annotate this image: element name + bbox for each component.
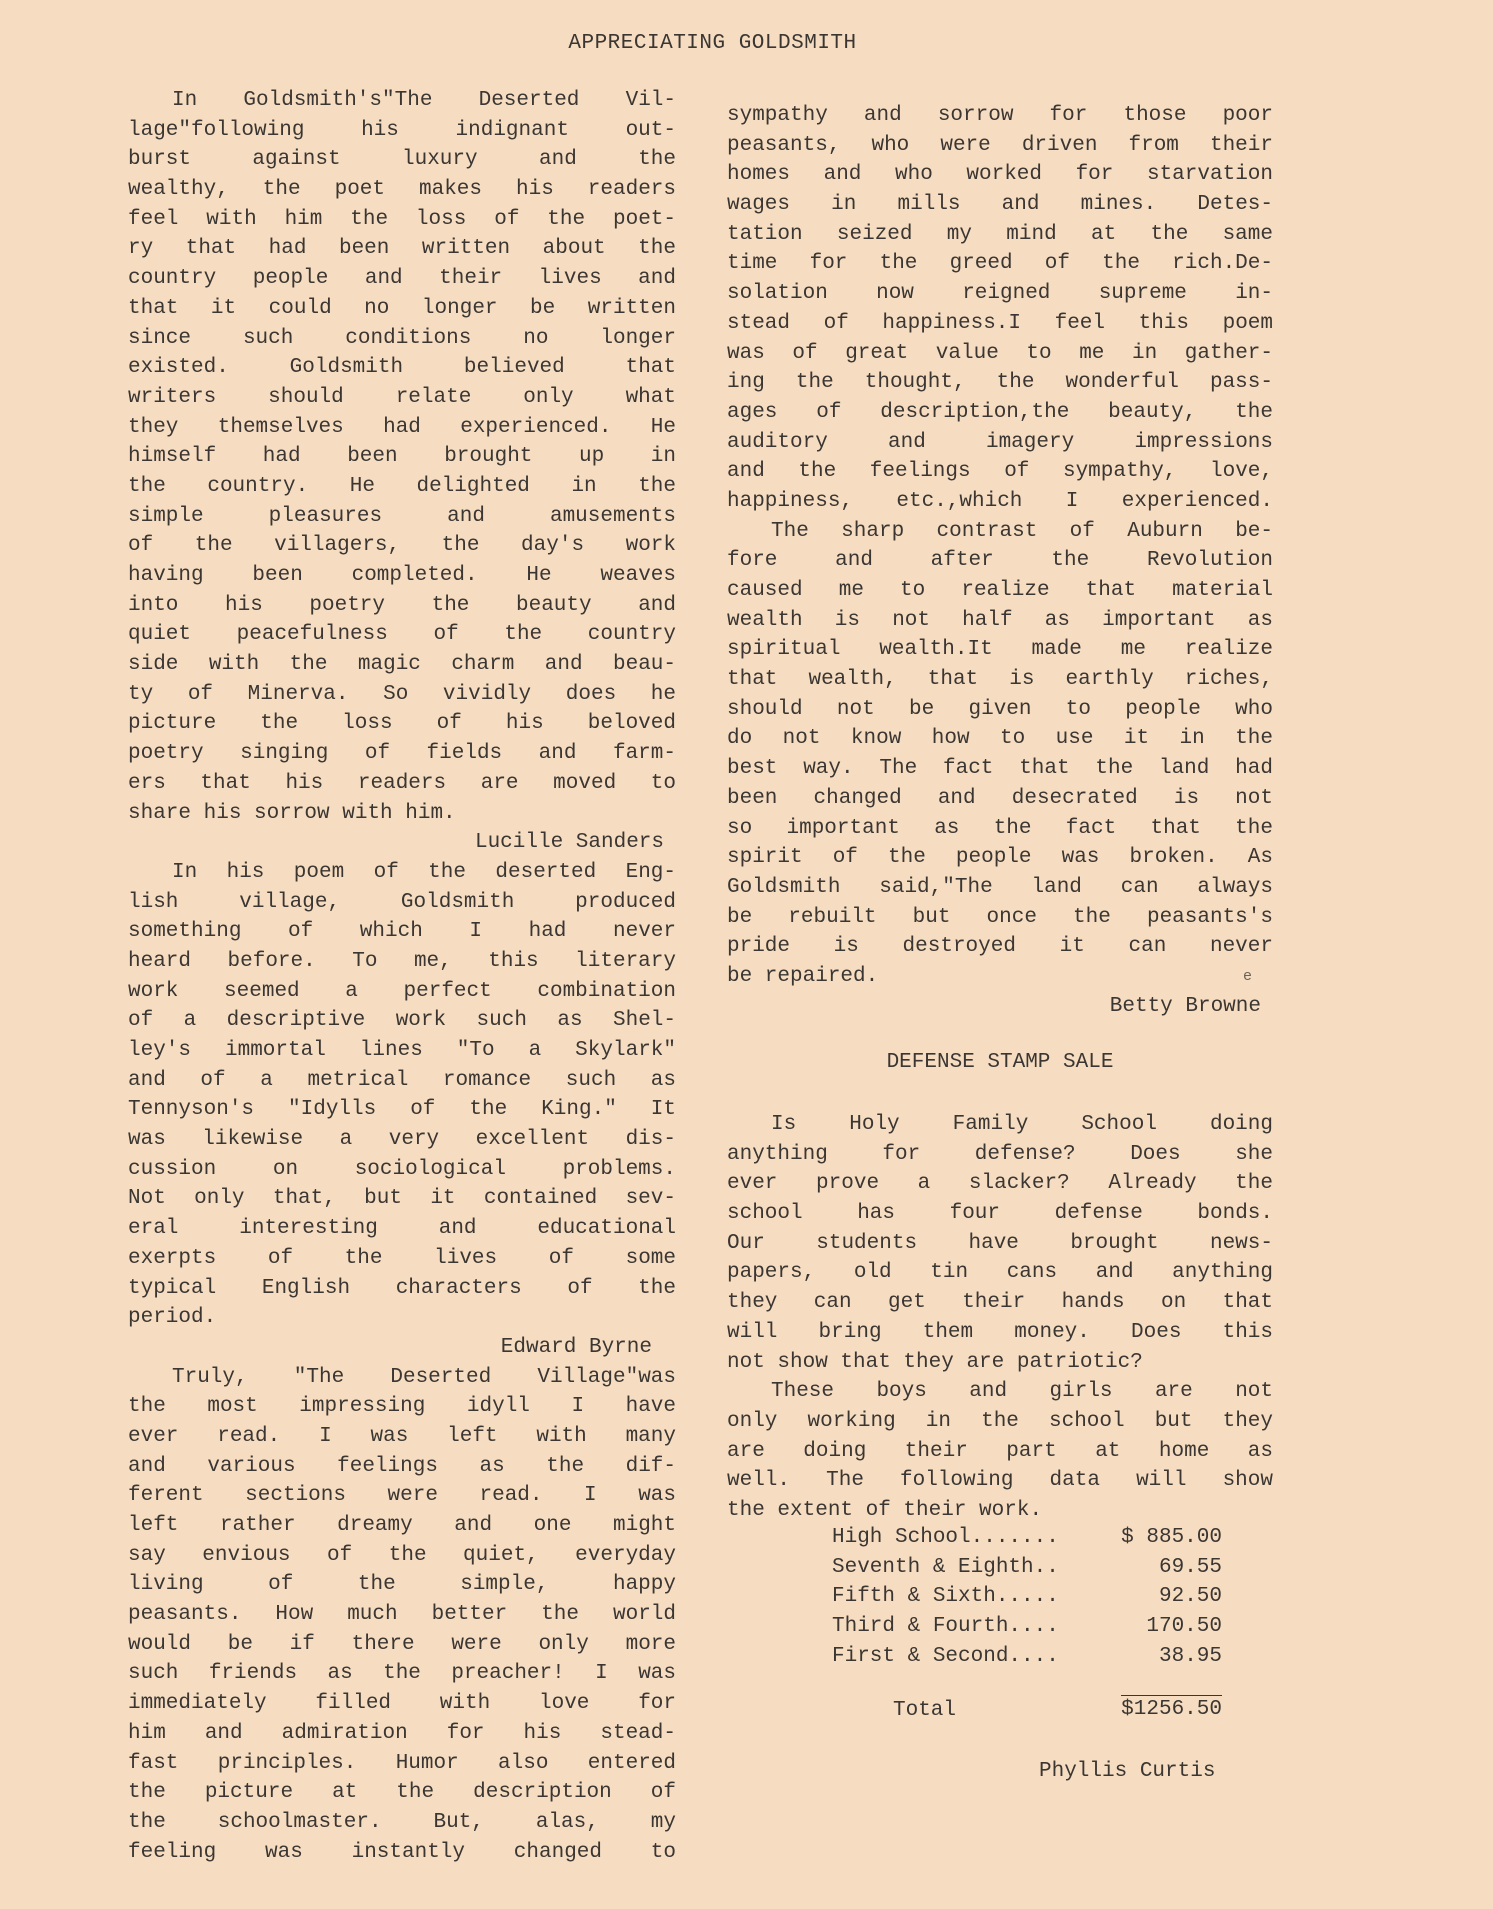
text-line: Tennyson's "Idylls of the King." It xyxy=(128,1098,676,1122)
text-line: such friends as the preacher! I was xyxy=(128,1662,676,1686)
text-line: wages in mills and mines. Detes- xyxy=(727,193,1273,217)
text-line: ers that his readers are moved to xyxy=(128,771,676,795)
text-line: well. The following data will show xyxy=(727,1469,1273,1493)
text-line: wealth is not half as important as xyxy=(727,608,1273,632)
text-line: time for the greed of the rich.De- xyxy=(727,252,1273,276)
grade-label: Fifth & Sixth..... xyxy=(832,1585,1059,1609)
amount: 92.50 xyxy=(1158,1585,1222,1609)
text-line: anything for defense? Does she xyxy=(727,1142,1273,1166)
table-row xyxy=(832,1523,1222,1553)
text-line: poetry singing of fields and farm- xyxy=(128,742,676,766)
text-line: exerpts of the lives of some xyxy=(128,1246,676,1270)
text-line: was of great value to me in gather- xyxy=(727,341,1273,365)
text-line: the most impressing idyll I have xyxy=(128,1395,676,1419)
text-line: ages of description,the beauty, the xyxy=(727,400,1273,424)
text-line: would be if there were only more xyxy=(128,1632,676,1656)
text-line: homes and who worked for starvation xyxy=(727,163,1273,187)
text-line: are doing their part at home as xyxy=(727,1439,1273,1463)
text-line: solation now reigned supreme in- xyxy=(727,282,1273,306)
text-line: spiritual wealth.It made me realize xyxy=(727,638,1273,662)
text-line: happiness, etc.,which I experienced. xyxy=(727,489,1273,513)
text-line: something of which I had never xyxy=(128,920,676,944)
author-signature: Edward Byrne xyxy=(500,1335,652,1359)
text-line: been changed and desecrated is not xyxy=(727,786,1273,810)
amount: $ 885.00 xyxy=(1121,1526,1222,1549)
text-line: of the villagers, the day's work xyxy=(128,534,676,558)
text-line: ever read. I was left with many xyxy=(128,1424,676,1448)
text-line: stead of happiness.I feel this poem xyxy=(727,311,1273,335)
text-line: the schoolmaster. But, alas, my xyxy=(128,1810,676,1834)
text-line: himself had been brought up in xyxy=(128,445,676,469)
text-line: ry that had been written about the xyxy=(128,237,676,261)
text-line: heard before. To me, this literary xyxy=(128,949,676,973)
text-line: that it could no longer be written xyxy=(128,296,676,320)
text-line: Goldsmith said,"The land can always xyxy=(727,875,1273,899)
text-line: fast principles. Humor also entered xyxy=(128,1751,676,1775)
grade-label: Seventh & Eighth.. xyxy=(832,1555,1059,1579)
total-amount: $1256.50 xyxy=(1121,1695,1222,1722)
text-line: the country. He delighted in the xyxy=(128,474,676,498)
text-line: work seemed a perfect combination xyxy=(128,979,676,1003)
grade-label: Third & Fourth.... xyxy=(832,1615,1059,1639)
stray-typed-mark: e xyxy=(1243,968,1253,985)
text-line: feel with him the loss of the poet- xyxy=(128,207,676,231)
text-line: the extent of their work. xyxy=(727,1498,1043,1522)
text-line: auditory and imagery impressions xyxy=(727,430,1273,454)
text-line: cussion on sociological problems. xyxy=(128,1157,676,1181)
text-line: be repaired. xyxy=(727,964,879,988)
text-line: peasants. How much better the world xyxy=(128,1603,676,1627)
paragraph xyxy=(727,517,1273,992)
text-line: and various feelings as the dif- xyxy=(128,1454,676,1478)
text-line: sympathy and sorrow for those poor xyxy=(727,104,1273,127)
paragraph xyxy=(727,1377,1273,1525)
text-line: the picture at the description of xyxy=(128,1781,676,1805)
text-line: living of the simple, happy xyxy=(128,1573,676,1597)
text-line: picture the loss of his beloved xyxy=(128,712,676,736)
author-signature: Lucille Sanders xyxy=(474,831,664,855)
text-line: that wealth, that is earthly riches, xyxy=(727,668,1273,692)
text-line: be rebuilt but once the peasants's xyxy=(727,905,1273,929)
text-line: existed. Goldsmith believed that xyxy=(128,356,676,380)
text-line: and of a metrical romance such as xyxy=(128,1068,676,1092)
total-row xyxy=(893,1699,1222,1722)
text-line: into his poetry the beauty and xyxy=(128,593,676,617)
text-line: was likewise a very excellent dis- xyxy=(128,1128,676,1152)
text-line: lage"following his indignant out- xyxy=(128,118,676,142)
text-line: The sharp contrast of Auburn be- xyxy=(771,519,1273,543)
page-title: APPRECIATING GOLDSMITH xyxy=(568,32,857,55)
text-line: In Goldsmith's"The Deserted Vil- xyxy=(172,89,676,112)
section-heading-defense-stamp-sale: DEFENSE STAMP SALE xyxy=(886,1051,1114,1074)
paragraph xyxy=(727,101,1273,517)
text-line: him and admiration for his stead- xyxy=(128,1721,676,1745)
text-line: since such conditions no longer xyxy=(128,326,676,350)
table-row xyxy=(832,1553,1222,1583)
text-line: eral interesting and educational xyxy=(128,1217,676,1241)
author-signature: Phyllis Curtis xyxy=(1039,1760,1216,1783)
text-line: ever prove a slacker? Already the xyxy=(727,1172,1273,1196)
amount: 69.55 xyxy=(1158,1555,1222,1579)
text-line: simple pleasures and amusements xyxy=(128,504,676,528)
text-line: share his sorrow with him. xyxy=(128,801,456,825)
text-line: spirit of the people was broken. As xyxy=(727,846,1273,870)
text-line: and the feelings of sympathy, love, xyxy=(727,460,1273,484)
paragraph xyxy=(727,1110,1273,1377)
amount: 38.95 xyxy=(1158,1644,1222,1668)
text-line: best way. The fact that the land had xyxy=(727,757,1273,781)
text-line: quiet peacefulness of the country xyxy=(128,623,676,647)
amount: 170.50 xyxy=(1146,1615,1222,1639)
table-row xyxy=(832,1642,1222,1672)
grade-label: High School....... xyxy=(832,1526,1059,1549)
defense-article-body xyxy=(727,1110,1273,1526)
text-line: tation seized my mind at the same xyxy=(727,222,1273,246)
text-line: ley's immortal lines "To a Skylark" xyxy=(128,1039,676,1062)
text-line: caused me to realize that material xyxy=(727,579,1273,602)
text-line: feeling was instantly changed to xyxy=(128,1840,676,1864)
text-line: ferent sections were read. I was xyxy=(128,1484,676,1508)
text-line: do not know how to use it in the xyxy=(727,727,1273,751)
right-column xyxy=(727,101,1273,1021)
text-line: Our students have brought news- xyxy=(727,1231,1273,1255)
text-line: having been completed. He weaves xyxy=(128,564,676,587)
text-line: period. xyxy=(128,1306,217,1330)
paragraph xyxy=(128,858,676,1333)
total-label: Total xyxy=(893,1699,957,1722)
text-line: they can get their hands on that xyxy=(727,1291,1273,1315)
text-line: ty of Minerva. So vividly does he xyxy=(128,682,676,706)
paragraph xyxy=(128,1363,676,1868)
text-line: should not be given to people who xyxy=(727,697,1273,721)
text-line: writers should relate only what xyxy=(128,385,676,409)
text-line: of a descriptive work such as Shel- xyxy=(128,1009,676,1033)
text-line: These boys and girls are not xyxy=(771,1380,1273,1404)
text-line: so important as the fact that the xyxy=(727,816,1273,840)
text-line: they themselves had experienced. He xyxy=(128,415,676,439)
text-line: not show that they are patriotic? xyxy=(727,1350,1143,1374)
text-line: ing the thought, the wonderful pass- xyxy=(727,371,1273,395)
text-line: Truly, "The Deserted Village"was xyxy=(172,1365,676,1389)
text-line: say envious of the quiet, everyday xyxy=(128,1543,676,1567)
text-line: typical English characters of the xyxy=(128,1276,676,1300)
text-line: will bring them money. Does this xyxy=(727,1320,1273,1344)
text-line: wealthy, the poet makes his readers xyxy=(128,178,676,202)
author-signature: Betty Browne xyxy=(1109,994,1261,1018)
grade-label: First & Second.... xyxy=(832,1644,1059,1668)
text-line: In his poem of the deserted Eng- xyxy=(172,860,676,884)
text-line: lish village, Goldsmith produced xyxy=(128,890,676,914)
contributions-table xyxy=(832,1523,1222,1671)
text-line: burst against luxury and the xyxy=(128,148,676,172)
text-line: only working in the school but they xyxy=(727,1409,1273,1433)
text-line: immediately filled with love for xyxy=(128,1692,676,1716)
text-line: fore and after the Revolution xyxy=(727,549,1273,573)
text-line: Is Holy Family School doing xyxy=(771,1113,1273,1136)
left-column xyxy=(128,86,676,1867)
paragraph xyxy=(128,86,676,828)
text-line: side with the magic charm and beau- xyxy=(128,653,676,677)
text-line: school has four defense bonds. xyxy=(727,1202,1273,1226)
text-line: Not only that, but it contained sev- xyxy=(128,1187,676,1211)
text-line: pride is destroyed it can never xyxy=(727,935,1273,959)
text-line: peasants, who were driven from their xyxy=(727,133,1273,157)
text-line: left rather dreamy and one might xyxy=(128,1514,676,1537)
text-line: country people and their lives and xyxy=(128,267,676,291)
table-row xyxy=(832,1612,1222,1642)
table-row xyxy=(832,1582,1222,1612)
text-line: papers, old tin cans and anything xyxy=(727,1261,1273,1285)
